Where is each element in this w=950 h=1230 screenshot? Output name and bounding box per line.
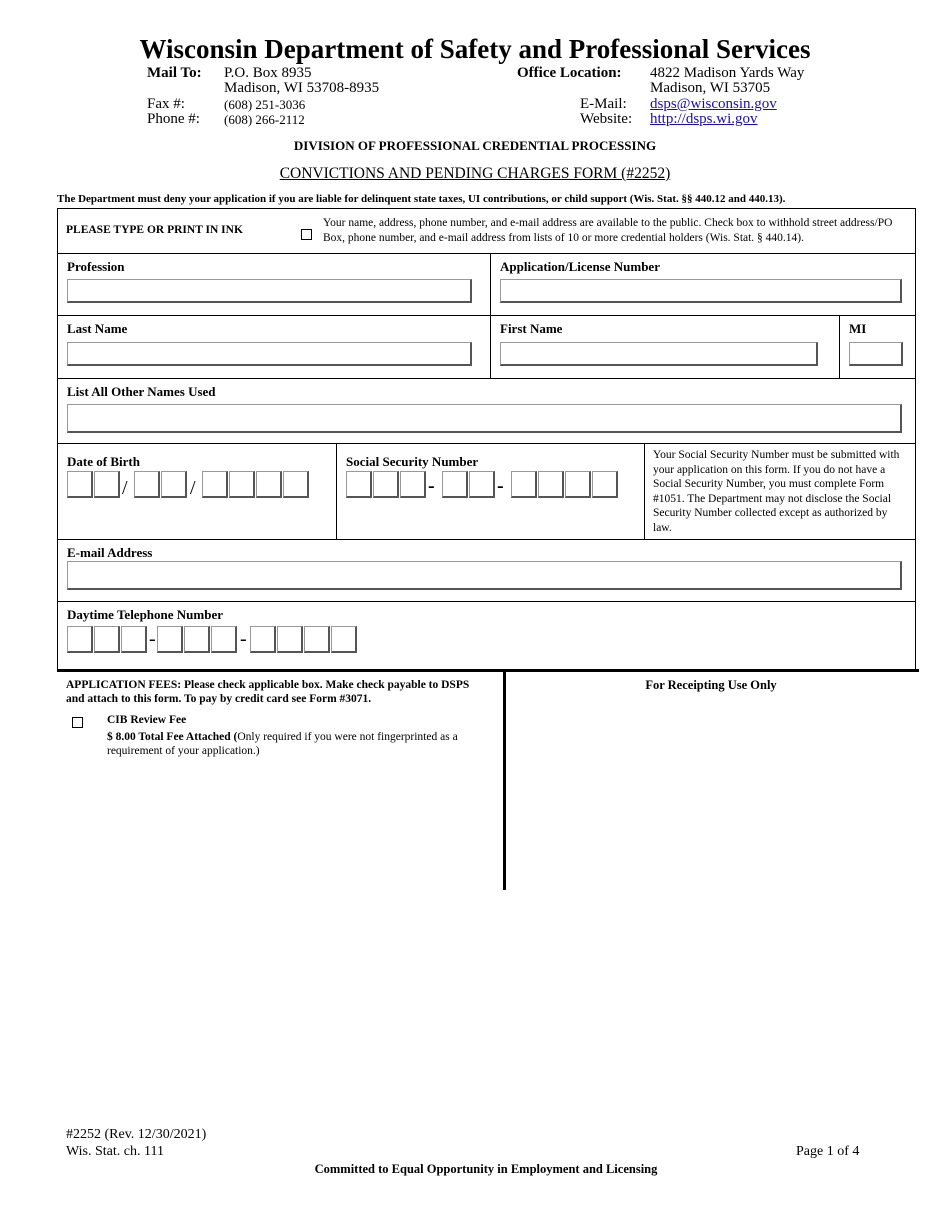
row-divider xyxy=(58,253,915,254)
dob-year-boxes[interactable] xyxy=(202,471,310,498)
ssn-part3-boxes[interactable] xyxy=(511,471,619,498)
cib-review-fee-checkbox[interactable] xyxy=(72,717,83,728)
row-divider xyxy=(58,539,915,540)
withhold-info-checkbox[interactable] xyxy=(301,229,312,240)
ssn-label: Social Security Number xyxy=(346,454,479,469)
mi-input[interactable] xyxy=(849,342,903,366)
license-number-input[interactable] xyxy=(500,279,902,303)
phone-separator: - xyxy=(149,628,156,650)
dob-label: Date of Birth xyxy=(67,454,140,469)
phone-label: Phone #: xyxy=(147,111,200,127)
last-name-input[interactable] xyxy=(67,342,472,366)
mi-label: MI xyxy=(849,321,867,336)
other-names-input[interactable] xyxy=(67,404,902,433)
equal-opportunity-statement: Committed to Equal Opportunity in Employment and Licensing xyxy=(314,1162,658,1176)
column-divider xyxy=(644,443,645,539)
ssn-part1-boxes[interactable] xyxy=(346,471,427,498)
row-divider xyxy=(58,378,915,379)
mail-address-line2: Madison, WI 53708-8935 xyxy=(224,80,380,96)
profession-input[interactable] xyxy=(67,279,472,303)
last-name-label: Last Name xyxy=(67,321,128,336)
email-link[interactable]: dsps@wisconsin.gov xyxy=(650,96,777,112)
ssn-separator: - xyxy=(428,475,435,497)
form-title: CONVICTIONS AND PENDING CHARGES FORM (#2252) xyxy=(279,165,671,182)
column-divider xyxy=(839,315,840,378)
phone-area-boxes[interactable] xyxy=(67,626,148,653)
row-divider xyxy=(58,443,915,444)
fax-label: Fax #: xyxy=(147,96,185,112)
ssn-separator: - xyxy=(497,475,504,497)
agency-title: Wisconsin Department of Safety and Professional Services xyxy=(139,34,811,64)
section-divider xyxy=(57,669,919,672)
statute-reference: Wis. Stat. ch. 111 xyxy=(66,1144,164,1159)
page-number: Page 1 of 4 xyxy=(796,1144,860,1159)
dob-separator: / xyxy=(190,477,196,499)
column-divider xyxy=(336,443,337,539)
receipting-heading: For Receipting Use Only xyxy=(645,678,777,692)
office-location-label: Office Location: xyxy=(517,65,622,81)
ssn-part2-boxes[interactable] xyxy=(442,471,496,498)
email-address-label: E-mail Address xyxy=(67,545,153,560)
office-address-line2: Madison, WI 53705 xyxy=(650,80,771,96)
mail-address-line1: P.O. Box 8935 xyxy=(224,65,312,81)
other-names-label: List All Other Names Used xyxy=(67,384,216,399)
phone-number: (608) 266-2112 xyxy=(224,112,305,127)
form-frame xyxy=(57,208,916,670)
fees-column-divider xyxy=(503,672,506,890)
dob-month-boxes[interactable] xyxy=(67,471,121,498)
mail-to-label: Mail To: xyxy=(147,65,202,81)
row-divider xyxy=(58,315,915,316)
form-revision: #2252 (Rev. 12/30/2021) xyxy=(66,1127,207,1142)
row-divider xyxy=(58,601,915,602)
privacy-notice: Your name, address, phone number, and e-mail address are available to the public. Check box to withhold street address/PO Box, phone number, and e-mail address from lists of 10 or more credential holders (Wis. Stat. § 440.14). xyxy=(323,217,893,244)
print-in-ink-label: PLEASE TYPE OR PRINT IN INK xyxy=(66,224,243,236)
application-fees-heading: APPLICATION FEES: Please check applicable box. Make check payable to DSPS and attach to this form. To pay by credit card see Form #3071. xyxy=(66,679,470,705)
dob-separator: / xyxy=(122,477,128,499)
license-number-label: Application/License Number xyxy=(500,259,660,274)
daytime-phone-label: Daytime Telephone Number xyxy=(67,607,223,622)
column-divider xyxy=(490,253,491,378)
email-address-input[interactable] xyxy=(67,561,902,590)
fee-amount: $ 8.00 Total Fee Attached ( xyxy=(107,731,238,743)
division-heading: DIVISION OF PROFESSIONAL CREDENTIAL PROCESSING xyxy=(293,138,657,153)
ssn-notice: Your Social Security Number must be submitted with your application on this form. If you do not have a Social Security Number, you must complete Form #1051. The Department may not disclose the Social Security Number collected except as authorized by law. xyxy=(653,449,900,534)
email-label: E-Mail: xyxy=(580,96,627,112)
fee-note: Only required if you were not fingerprinted as a requirement of your application.) xyxy=(107,731,458,757)
cib-fee-amount-text xyxy=(107,730,497,758)
website-label: Website: xyxy=(580,111,633,127)
first-name-input[interactable] xyxy=(500,342,818,366)
first-name-label: First Name xyxy=(500,321,563,336)
phone-line-boxes[interactable] xyxy=(250,626,358,653)
fax-number: (608) 251-3036 xyxy=(224,97,306,112)
website-link[interactable]: http://dsps.wi.gov xyxy=(650,111,758,127)
office-address-line1: 4822 Madison Yards Way xyxy=(650,65,805,81)
phone-separator: - xyxy=(240,628,247,650)
profession-label: Profession xyxy=(67,259,125,274)
cib-review-fee-label: CIB Review Fee xyxy=(107,714,187,726)
phone-prefix-boxes[interactable] xyxy=(157,626,238,653)
tax-warning: The Department must deny your application if you are liable for delinquent state taxes, UI contributions, or child support (Wis. Stat. §§ 440.12 and 440.13). xyxy=(57,193,786,205)
dob-day-boxes[interactable] xyxy=(134,471,188,498)
